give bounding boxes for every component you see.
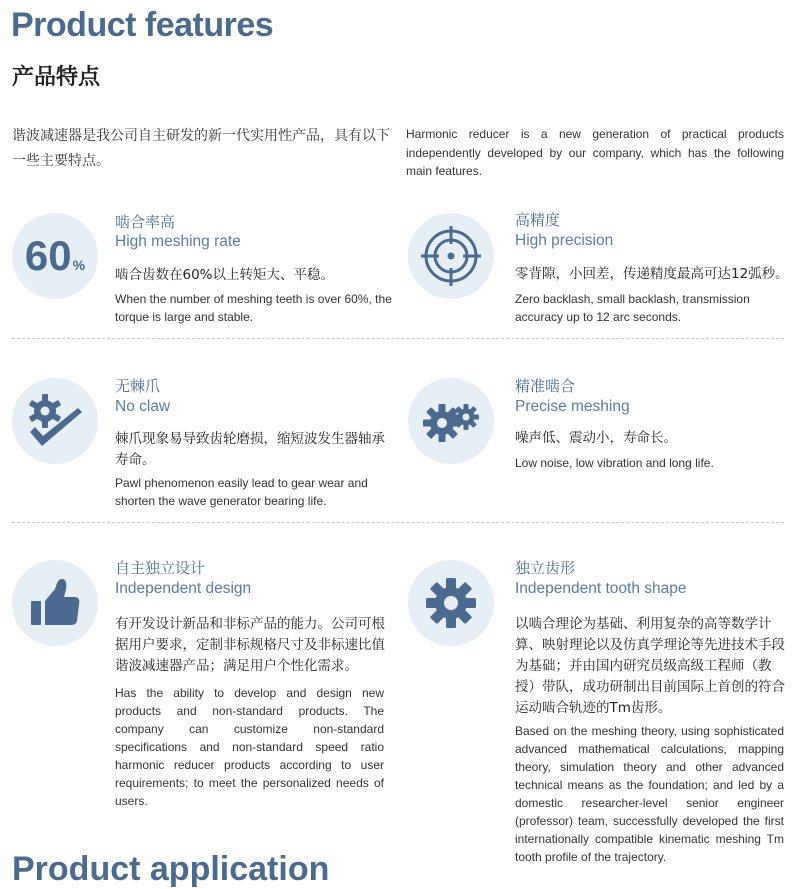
- feature-title-en: No claw: [115, 398, 171, 415]
- feature-desc-en: Zero backlash, small backlash, transmission accuracy up to 12 arc seconds.: [515, 292, 750, 324]
- feature-title-en: High meshing rate: [115, 233, 241, 250]
- feature-desc-en: Pawl phenomenon easily lead to gear wear and shorten the wave generator bearing life.: [115, 476, 368, 508]
- feature-title-cn: 精准啮合: [515, 377, 576, 395]
- crosshair-icon: [408, 213, 494, 299]
- page-title-en: Product features: [11, 6, 274, 44]
- feature-desc-en: Based on the meshing theory, using sophisticated advanced mathematical calculations, mapping theory, simulation theory and other advanced technical means as the foundation; and led by a domestic researcher-level senior engineer (professor) team, successfully developed the first internationally compatible kinematic meshing Tm tooth profile of the trajectory.: [515, 724, 784, 864]
- feature-title-en: High precision: [515, 232, 614, 249]
- feature-desc-cn: 噪声低、震动小，寿命长。: [515, 430, 677, 446]
- feature-title-en: Precise meshing: [515, 398, 630, 415]
- feature-desc-cn: 棘爪现象易导致齿轮磨损，缩短波发生器轴承寿命。: [115, 431, 385, 468]
- feature-desc-cn: 零背隙，小回差，传递精度最高可达12弧秒。: [515, 266, 789, 282]
- gear-icon: [408, 560, 494, 646]
- section-divider: [12, 522, 784, 523]
- feature-desc-cn: 有开发设计新品和非标产品的能力。公司可根据用户要求，定制非标规格尺寸及非标速比值谐波减速器产品；满足用户个性化需求。: [115, 616, 385, 674]
- feature-title-cn: 啮合率高: [115, 213, 176, 231]
- feature-desc-cn: 以啮合理论为基础、利用复杂的高等数学计算、映射理论以及仿真学理论等先进技术手段为基础；并由国内研究员级高级工程师（教授）带队，成功研制出目前国际上首创的符合运动啮合轨迹的Tm齿形。: [515, 616, 785, 716]
- feature-desc-en: Has the ability to develop and design new products and non-standard products. The company can customize non-standard specifications and non-standard speed ratio harmonic reducer products according to user requirements; to meet the personalized needs of users.: [115, 686, 384, 808]
- feature-title-cn: 无棘爪: [115, 377, 161, 395]
- page-title-cn: 产品特点: [12, 65, 101, 90]
- gear-check-icon: [12, 378, 98, 464]
- badge-number: 60: [24, 232, 72, 279]
- feature-title-cn: 独立齿形: [515, 559, 576, 577]
- feature-title-cn: 高精度: [515, 211, 561, 229]
- feature-title-en: Independent tooth shape: [515, 580, 687, 597]
- badge-unit: %: [72, 257, 86, 273]
- intro-text-cn: 谐波减速器是我公司自主研发的新一代实用性产品，具有以下一些主要特点。: [12, 128, 390, 169]
- feature-title-cn: 自主独立设计: [115, 559, 206, 577]
- feature-title-en: Independent design: [115, 580, 252, 597]
- feature-desc-en: When the number of meshing teeth is over 60%, the torque is large and stable.: [115, 292, 392, 324]
- next-section-title: Product application: [12, 850, 330, 888]
- thumbs-up-icon: [12, 560, 98, 646]
- feature-desc-cn: 啮合齿数在60%以上转矩大、平稳。: [115, 267, 335, 283]
- feature-desc-en: Low noise, low vibration and long life.: [515, 456, 714, 470]
- two-gears-icon: [408, 378, 494, 464]
- intro-text-en: Harmonic reducer is a new generation of practical products independently developed by our company, which has the following main features.: [406, 127, 784, 178]
- percent-badge-icon: [12, 213, 98, 299]
- section-divider: [12, 338, 784, 339]
